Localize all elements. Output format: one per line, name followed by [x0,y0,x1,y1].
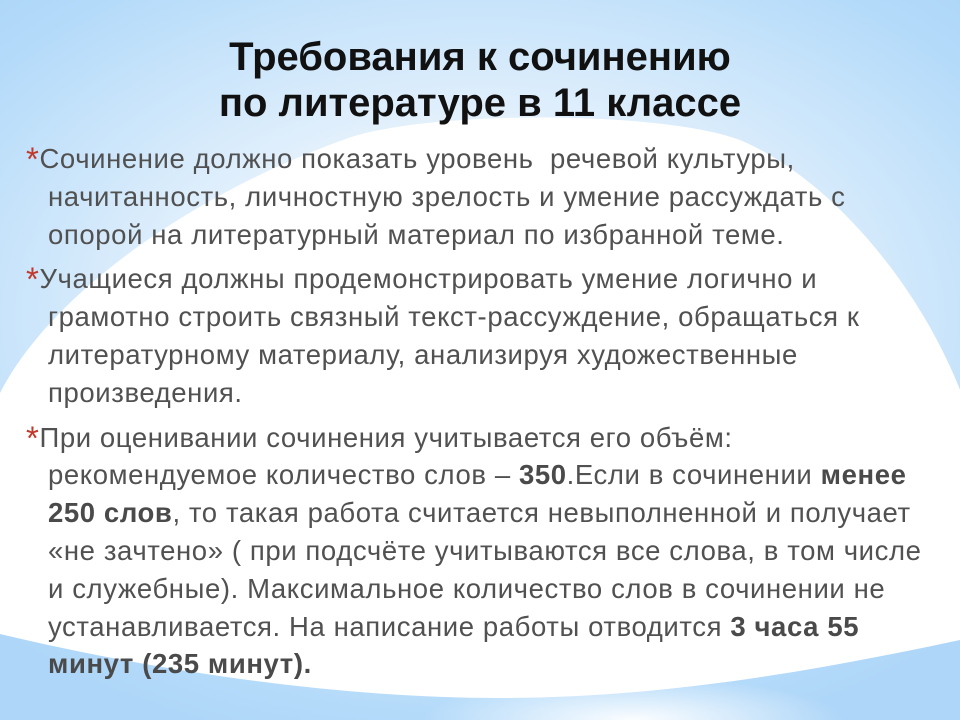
bullet-asterisk-icon: * [26,261,40,299]
bullet-item [26,140,934,253]
slide-title [0,34,960,126]
bullet-asterisk-icon: * [26,419,40,457]
bullet-text: При оценивании сочинения учитывается его объём: рекомендуемое количество слов – [39,421,741,491]
bullet-item [26,260,934,411]
bullet-text: , то такая работа считается невыполненной и получает «не зачтено» ( при подсчёте учитываются все слова, в том числе и служебные). Максимальное количество слов в сочинении не устанавливается. На написание работы отводится [48,497,930,642]
bullet-item [26,419,934,684]
bullet-text-bold: 3 часа 55 минут (235 минут). [48,610,868,680]
bullet-text: .Если в сочинении [566,459,821,491]
bullet-text: Сочинение должно показать уровень речевой культуры, начитанность, личностную зрелость и умение рассуждать с опорой на литературный материал по избранной теме. [39,143,854,250]
bullet-text-bold: менее 250 слов [48,459,915,529]
slide-title-line-1: Требования к сочинению [229,35,731,79]
slide-title-line-2: по литературе в 11 классе [218,81,742,125]
bullet-list [26,140,934,690]
bullet-text-bold: 350 [518,459,567,491]
bullet-asterisk-icon: * [26,140,40,178]
bullet-text: Учащиеся должны продемонстрировать умение логично и грамотно строить связный текст-рассуждение, обращаться к литературному материалу, анализируя художественные произведения. [39,263,868,408]
